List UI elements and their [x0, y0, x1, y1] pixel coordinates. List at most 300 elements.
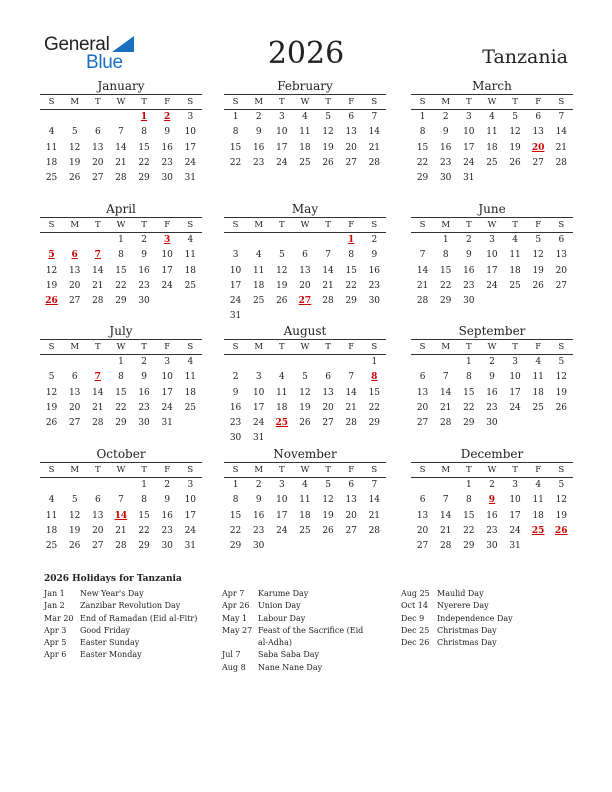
day-cell: 27: [555, 280, 568, 291]
logo-general-text: General: [44, 34, 110, 55]
day-cell: 9: [255, 495, 262, 506]
day-cell: 20: [345, 510, 357, 521]
day-cell: 28: [416, 296, 429, 307]
week-row: [224, 416, 386, 431]
holiday-day-cell: 27: [298, 296, 312, 307]
holiday-day-cell: 7: [94, 372, 101, 383]
day-cell: 19: [555, 387, 568, 398]
day-cell: 30: [138, 418, 150, 429]
day-cell: 5: [512, 112, 518, 122]
day-cell: 27: [68, 418, 81, 429]
holiday-date: Dec 26: [401, 638, 430, 648]
weekday-label: M: [254, 342, 264, 352]
holiday-day-cell: 3: [164, 235, 171, 245]
holiday-date: Jan 2: [44, 601, 65, 611]
day-cell: 24: [276, 525, 288, 536]
day-cell: 5: [558, 357, 565, 367]
day-cell: 4: [535, 357, 542, 367]
day-cell: 17: [509, 510, 521, 521]
day-cell: 17: [184, 142, 197, 153]
week-row: [40, 141, 202, 156]
day-cell: 22: [229, 525, 242, 536]
day-cell: 24: [184, 525, 197, 536]
day-cell: 8: [465, 372, 472, 383]
weekday-label: F: [348, 342, 355, 352]
day-cell: 23: [368, 280, 381, 291]
day-cell: 14: [368, 495, 381, 506]
weekday-label: S: [419, 220, 426, 230]
day-cell: 14: [555, 127, 568, 138]
day-cell: 7: [442, 372, 449, 383]
weekday-label: S: [419, 97, 426, 107]
logo-blue-text: Blue: [86, 52, 123, 73]
day-cell: 18: [299, 142, 311, 153]
day-cell: 13: [345, 495, 357, 506]
day-cell: 3: [187, 480, 194, 490]
weekday-label: S: [187, 342, 194, 352]
day-cell: 23: [252, 525, 265, 536]
weekday-label: T: [141, 220, 147, 230]
holidays-title: 2026 Holidays for Tanzania: [44, 574, 182, 584]
day-cell: 16: [161, 510, 173, 521]
day-cell: 25: [509, 280, 521, 291]
week-row: [224, 233, 386, 248]
holiday-item: [222, 613, 372, 625]
week-row: [224, 125, 386, 140]
weekday-header: [411, 339, 573, 355]
holiday-item: [222, 649, 372, 661]
day-cell: 24: [252, 418, 265, 429]
empty-cell: [340, 539, 363, 554]
day-cell: 12: [45, 387, 58, 398]
weekday-label: S: [371, 220, 378, 230]
holiday-day-cell: 20: [531, 142, 545, 153]
week-row: [40, 478, 202, 493]
day-cell: 21: [115, 525, 127, 536]
day-cell: 13: [92, 142, 104, 153]
day-cell: 16: [463, 265, 475, 276]
week-row: [224, 110, 386, 125]
day-cell: 18: [45, 525, 58, 536]
day-cell: 4: [48, 127, 55, 138]
day-cell: 22: [115, 280, 127, 291]
day-cell: 23: [138, 402, 150, 413]
holiday-item: [401, 625, 571, 637]
day-cell: 12: [45, 265, 58, 276]
empty-cell: [480, 171, 503, 186]
day-cell: 4: [535, 480, 542, 490]
weekday-label: S: [232, 465, 239, 475]
week-row: [40, 370, 202, 385]
day-cell: 2: [141, 235, 147, 245]
empty-cell: [86, 110, 109, 125]
holiday-day-cell: 25: [275, 418, 289, 429]
day-cell: 7: [419, 250, 426, 261]
day-cell: 16: [229, 402, 242, 413]
day-cell: 16: [368, 265, 381, 276]
day-cell: 12: [68, 142, 81, 153]
holiday-item: [44, 600, 214, 612]
day-cell: 10: [276, 495, 288, 506]
holiday-day-cell: 9: [488, 495, 496, 506]
day-cell: 18: [532, 510, 544, 521]
day-cell: 19: [45, 402, 58, 413]
day-cell: 26: [555, 402, 568, 413]
day-cell: 4: [255, 250, 262, 261]
day-cell: 23: [161, 525, 173, 536]
week-row: [411, 370, 573, 385]
day-cell: 10: [161, 372, 173, 383]
weekday-label: S: [187, 220, 194, 230]
day-cell: 14: [345, 387, 357, 398]
weekday-label: T: [512, 220, 518, 230]
day-cell: 16: [252, 142, 265, 153]
day-cell: 13: [68, 387, 81, 398]
holiday-date: Aug 25: [401, 589, 430, 598]
day-cell: 21: [115, 157, 127, 168]
empty-cell: [363, 309, 386, 324]
holiday-item: [401, 613, 571, 625]
holiday-date: Jan 1: [44, 589, 65, 598]
day-cell: 6: [302, 250, 308, 261]
weekday-label: W: [300, 220, 310, 230]
empty-cell: [270, 431, 293, 446]
day-cell: 21: [92, 402, 104, 413]
day-cell: 30: [486, 541, 498, 552]
empty-cell: [527, 416, 550, 431]
month-name: June: [478, 202, 506, 216]
day-cell: 2: [255, 480, 262, 490]
empty-cell: [340, 431, 363, 446]
week-row: [40, 171, 202, 186]
month-september: [411, 324, 573, 431]
weekday-label: S: [371, 97, 378, 107]
weekday-label: W: [300, 97, 310, 107]
week-row: [40, 539, 202, 554]
empty-cell: [527, 539, 550, 554]
day-cell: 25: [184, 402, 197, 413]
day-cell: 17: [276, 142, 288, 153]
week-row: [411, 509, 573, 524]
day-cell: 9: [489, 372, 495, 383]
day-cell: 28: [322, 296, 334, 307]
day-cell: 9: [255, 127, 262, 138]
day-cell: 27: [92, 541, 104, 552]
day-cell: 26: [68, 173, 81, 184]
month-name: May: [291, 202, 319, 216]
week-row: [224, 279, 386, 294]
week-row: [40, 125, 202, 140]
day-cell: 27: [345, 525, 357, 536]
day-cell: 4: [278, 372, 285, 383]
day-cell: 12: [509, 127, 521, 138]
day-cell: 5: [302, 372, 308, 383]
week-row: [224, 370, 386, 385]
month-april: [40, 202, 202, 309]
day-cell: 1: [465, 480, 472, 490]
day-cell: 31: [184, 173, 197, 184]
day-cell: 8: [419, 127, 426, 138]
day-cell: 6: [348, 112, 355, 122]
day-cell: 19: [322, 142, 334, 153]
day-cell: 31: [161, 418, 173, 429]
day-cell: 8: [118, 372, 124, 383]
day-cell: 9: [141, 372, 147, 383]
empty-cell: [109, 110, 132, 125]
weekday-label: S: [558, 465, 565, 475]
weekday-label: T: [278, 97, 285, 107]
empty-cell: [340, 309, 363, 324]
week-row: [40, 294, 202, 309]
day-cell: 28: [555, 157, 568, 168]
month-name: September: [458, 324, 526, 338]
day-cell: 6: [94, 495, 101, 506]
day-cell: 16: [439, 142, 452, 153]
empty-cell: [270, 539, 293, 554]
holiday-name: Maulid Day: [437, 589, 484, 598]
day-cell: 31: [184, 541, 197, 552]
holiday-item: [44, 625, 214, 637]
week-row: [224, 493, 386, 508]
week-row: [224, 401, 386, 416]
day-cell: 14: [416, 265, 429, 276]
empty-cell: [317, 233, 340, 248]
day-cell: 10: [184, 127, 197, 138]
day-cell: 3: [465, 112, 472, 122]
weekday-label: S: [48, 97, 55, 107]
day-cell: 2: [232, 372, 239, 383]
weekday-label: F: [348, 220, 355, 230]
day-cell: 23: [486, 402, 498, 413]
day-cell: 3: [512, 357, 518, 367]
day-cell: 13: [416, 387, 429, 398]
month-name: December: [460, 447, 524, 461]
day-cell: 24: [161, 402, 173, 413]
weekday-label: W: [116, 342, 126, 352]
day-cell: 15: [368, 387, 381, 398]
day-cell: 4: [48, 495, 55, 506]
day-cell: 3: [255, 372, 262, 383]
month-name: April: [106, 202, 136, 216]
holiday-day-cell: 14: [114, 510, 128, 521]
day-cell: 28: [92, 296, 104, 307]
empty-cell: [293, 355, 316, 370]
empty-cell: [550, 294, 573, 309]
day-cell: 25: [45, 173, 58, 184]
empty-cell: [63, 355, 86, 370]
empty-cell: [317, 539, 340, 554]
day-cell: 4: [512, 235, 518, 245]
weekday-label: W: [487, 342, 497, 352]
weekday-label: S: [558, 342, 565, 352]
day-cell: 10: [509, 372, 521, 383]
week-row: [40, 524, 202, 539]
day-cell: 25: [486, 157, 498, 168]
holiday-column: [401, 588, 571, 649]
day-cell: 29: [463, 541, 475, 552]
day-cell: 10: [161, 250, 173, 261]
holiday-column: [44, 588, 214, 662]
weekday-label: T: [141, 465, 147, 475]
day-cell: 21: [368, 510, 381, 521]
day-cell: 22: [463, 402, 475, 413]
weekday-label: M: [254, 220, 264, 230]
weekday-label: T: [94, 220, 101, 230]
day-cell: 21: [439, 525, 452, 536]
day-cell: 19: [322, 510, 334, 521]
holiday-item: [44, 637, 214, 649]
day-cell: 5: [71, 127, 78, 138]
day-cell: 30: [252, 541, 265, 552]
day-cell: 6: [348, 480, 355, 490]
weekday-label: F: [535, 97, 542, 107]
day-cell: 9: [232, 387, 239, 398]
week-row: [40, 279, 202, 294]
day-cell: 8: [118, 250, 124, 261]
holiday-name: Zanzibar Revolution Day: [80, 601, 181, 611]
day-cell: 4: [302, 112, 308, 122]
day-cell: 8: [232, 495, 239, 506]
day-cell: 17: [229, 280, 242, 291]
day-cell: 30: [486, 418, 498, 429]
weekday-label: S: [558, 97, 565, 107]
day-cell: 2: [489, 357, 495, 367]
weekday-label: T: [278, 465, 285, 475]
day-cell: 7: [558, 112, 565, 122]
weekday-label: T: [325, 465, 331, 475]
day-cell: 11: [486, 127, 498, 138]
weekday-label: T: [94, 342, 101, 352]
day-cell: 15: [463, 510, 475, 521]
holiday-day-cell: 1: [348, 235, 355, 245]
day-cell: 30: [161, 541, 173, 552]
empty-cell: [480, 294, 503, 309]
weekday-label: F: [348, 97, 355, 107]
day-cell: 18: [184, 387, 197, 398]
day-cell: 26: [45, 418, 58, 429]
weekday-label: F: [348, 465, 355, 475]
day-cell: 16: [161, 142, 173, 153]
holiday-date: May 27: [222, 625, 253, 635]
day-cell: 4: [489, 112, 495, 122]
day-cell: 22: [463, 525, 475, 536]
day-cell: 11: [252, 265, 265, 276]
empty-cell: [40, 233, 63, 248]
holiday-item: [222, 600, 372, 612]
weekday-label: S: [48, 220, 55, 230]
month-name: October: [96, 447, 146, 461]
day-cell: 6: [535, 112, 542, 122]
day-cell: 30: [368, 296, 381, 307]
weekday-label: S: [419, 465, 426, 475]
day-cell: 11: [45, 142, 58, 153]
week-row: [411, 493, 573, 508]
day-cell: 11: [184, 250, 197, 261]
day-cell: 25: [299, 157, 311, 168]
week-row: [411, 386, 573, 401]
day-cell: 24: [184, 157, 197, 168]
week-row: [40, 401, 202, 416]
day-cell: 31: [229, 311, 242, 322]
week-row: [40, 233, 202, 248]
day-cell: 21: [439, 402, 452, 413]
day-cell: 17: [161, 387, 173, 398]
day-cell: 18: [486, 142, 498, 153]
day-cell: 10: [486, 250, 498, 261]
day-cell: 15: [115, 387, 127, 398]
week-row: [411, 233, 573, 248]
day-cell: 2: [141, 357, 147, 367]
week-row: [224, 431, 386, 446]
empty-cell: [550, 416, 573, 431]
holiday-name: Good Friday: [80, 625, 131, 635]
holiday-date: May 1: [222, 613, 248, 623]
day-cell: 31: [509, 541, 521, 552]
empty-cell: [293, 539, 316, 554]
day-cell: 20: [68, 402, 81, 413]
day-cell: 29: [115, 418, 127, 429]
day-cell: 6: [558, 235, 565, 245]
holiday-date: Apr 6: [44, 650, 67, 660]
day-cell: 7: [118, 495, 124, 506]
holiday-name: Independence Day: [437, 613, 513, 623]
day-cell: 13: [416, 510, 429, 521]
day-cell: 24: [509, 402, 521, 413]
week-row: [40, 248, 202, 263]
weekday-label: T: [278, 342, 285, 352]
day-cell: 29: [138, 541, 150, 552]
day-cell: 19: [532, 265, 544, 276]
day-cell: 23: [229, 418, 242, 429]
day-cell: 5: [325, 112, 331, 122]
empty-cell: [293, 431, 316, 446]
day-cell: 3: [187, 112, 194, 122]
day-cell: 12: [68, 510, 81, 521]
day-cell: 13: [345, 127, 357, 138]
day-cell: 1: [442, 235, 449, 245]
day-cell: 25: [532, 402, 544, 413]
day-cell: 4: [187, 235, 194, 245]
weekday-label: T: [465, 465, 472, 475]
empty-cell: [247, 233, 270, 248]
day-cell: 23: [463, 280, 475, 291]
day-cell: 12: [322, 495, 334, 506]
empty-cell: [527, 171, 550, 186]
weekday-label: T: [141, 97, 147, 107]
day-cell: 30: [138, 296, 150, 307]
day-cell: 3: [164, 357, 171, 367]
day-cell: 15: [416, 142, 429, 153]
weekday-header: [224, 94, 386, 110]
weekday-header: [40, 94, 202, 110]
week-row: [411, 156, 573, 171]
holiday-day-cell: 26: [45, 296, 58, 307]
day-cell: 1: [419, 112, 426, 122]
day-cell: 17: [509, 387, 521, 398]
week-row: [224, 141, 386, 156]
week-row: [411, 355, 573, 370]
month-name: July: [109, 324, 133, 338]
day-cell: 15: [138, 510, 150, 521]
day-cell: 6: [419, 372, 426, 383]
week-row: [411, 294, 573, 309]
day-cell: 23: [138, 280, 150, 291]
day-cell: 14: [115, 142, 127, 153]
weekday-label: T: [512, 342, 518, 352]
day-cell: 7: [348, 372, 355, 383]
day-cell: 22: [138, 157, 150, 168]
weekday-label: S: [371, 465, 378, 475]
